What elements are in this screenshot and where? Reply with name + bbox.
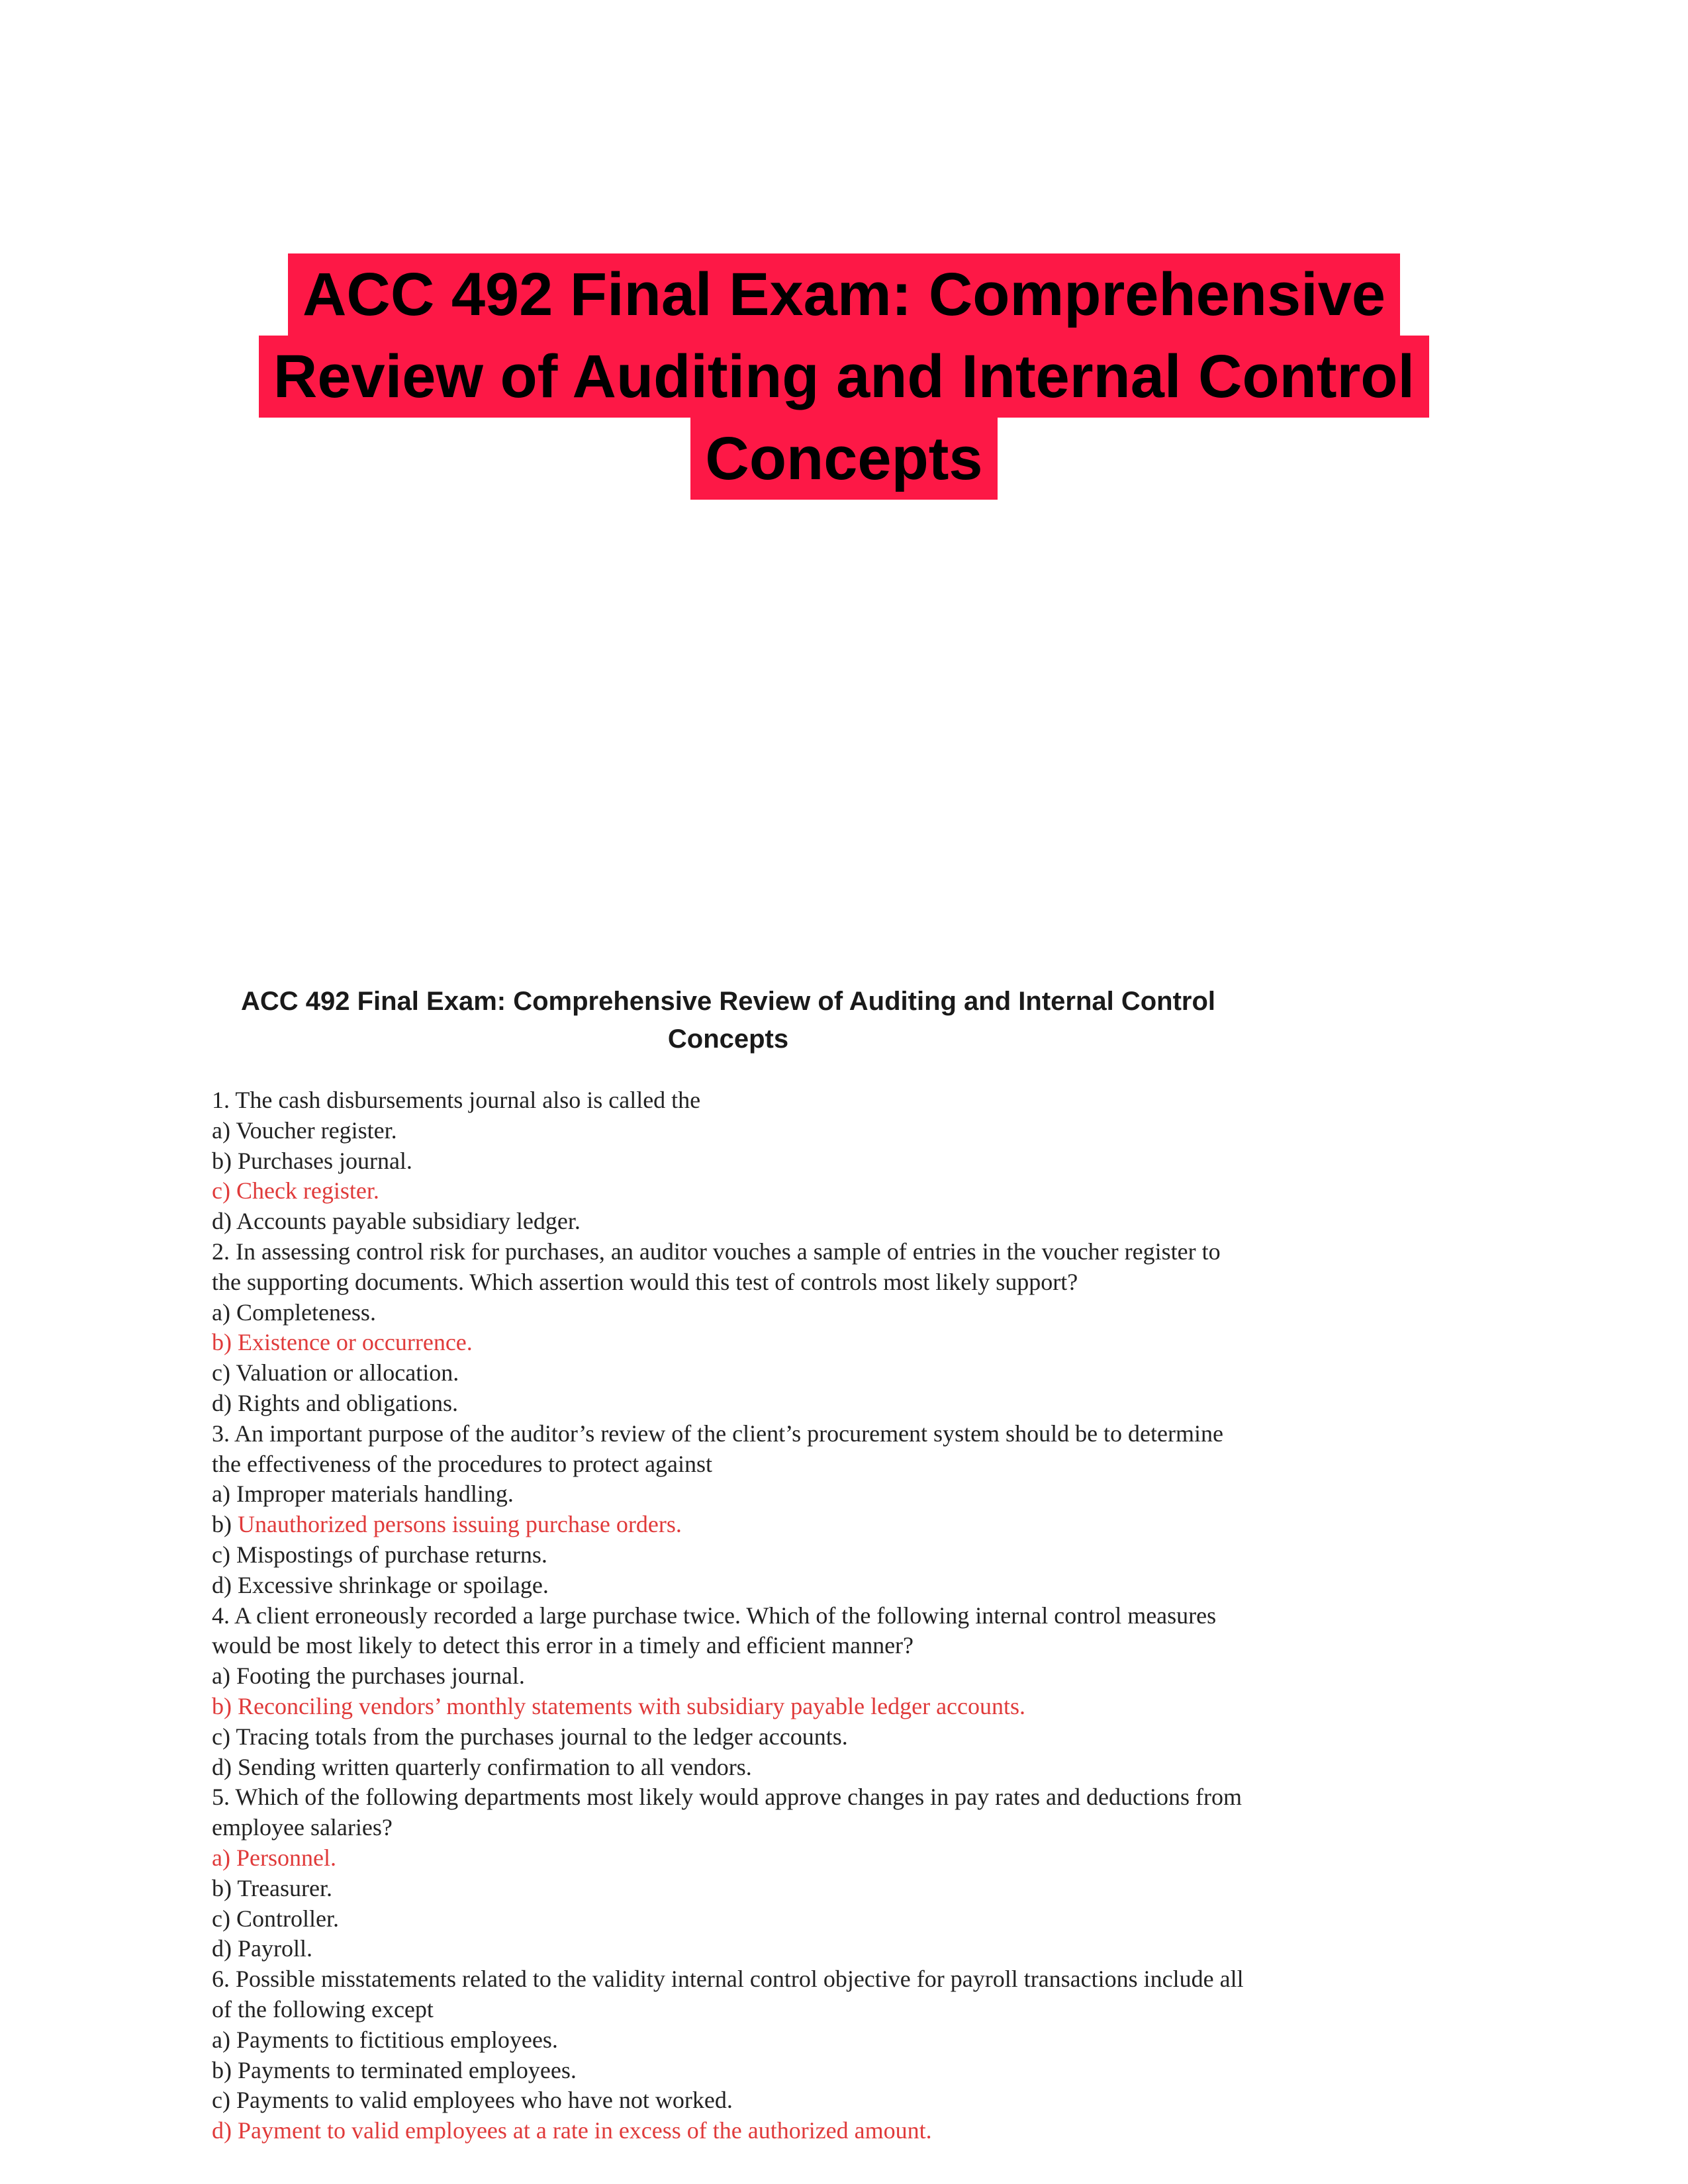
- answer-option-text: b) Purchases journal.: [212, 1147, 412, 1174]
- answer-option-text: Unauthorized persons issuing purchase orders.: [238, 1511, 682, 1538]
- answer-option-correct: [212, 1510, 1337, 1540]
- answer-option: [212, 1206, 1337, 1237]
- answer-option-text: a) Personnel.: [212, 1844, 336, 1871]
- answer-option: [212, 1722, 1337, 1752]
- answer-option: [212, 1116, 1337, 1146]
- answer-option: [212, 2056, 1337, 2086]
- answer-option-text: a) Voucher register.: [212, 1116, 397, 1144]
- question-text: 4. A client erroneously recorded a large purchase twice. Which of the following internal control measures would be most likely to detect this error in a timely and efficient manner?: [212, 1602, 1223, 1659]
- answer-option-text: b) Payments to terminated employees.: [212, 2056, 577, 2083]
- answer-option-text: c) Mispostings of purchase returns.: [212, 1541, 547, 1568]
- question-text: 2. In assessing control risk for purchases, an auditor vouches a sample of entries in the voucher register to the supporting documents. Which assertion would this test of controls most likely support?: [212, 1238, 1227, 1295]
- answer-option: [212, 1874, 1337, 1904]
- document-title-line: Concepts: [667, 1024, 789, 1054]
- answer-option-text: c) Check register.: [212, 1177, 379, 1205]
- answer-option-text: a) Improper materials handling.: [212, 1480, 514, 1508]
- answer-option: [212, 1540, 1337, 1570]
- answer-option-correct: [212, 1176, 1337, 1206]
- document-title-line: ACC 492 Final Exam: Comprehensive Review of Auditing and Internal Control: [240, 987, 1216, 1016]
- answer-option: [212, 1358, 1337, 1388]
- question-text: 1. The cash disbursements journal also is called the: [212, 1087, 701, 1113]
- banner-title-line: ACC 492 Final Exam: Comprehensive: [199, 253, 1489, 336]
- answer-option: [212, 1934, 1337, 1964]
- answer-option-text: c) Controller.: [212, 1905, 339, 1932]
- answer-option-text: d) Rights and obligations.: [212, 1389, 458, 1416]
- banner-title-line: Review of Auditing and Internal Control: [199, 336, 1489, 418]
- answer-option-correct: [212, 1843, 1337, 1874]
- answer-option-text: c) Payments to valid employees who have not worked.: [212, 2087, 733, 2114]
- answer-option-text: a) Footing the purchases journal.: [212, 1662, 525, 1690]
- answer-option: [212, 1570, 1337, 1601]
- answer-option: [212, 1479, 1337, 1510]
- answer-option-prefix: b): [212, 1511, 238, 1538]
- answer-option-text: a) Payments to fictitious employees.: [212, 2026, 558, 2053]
- answer-option-text: d) Payroll.: [212, 1935, 312, 1962]
- answer-option-text: d) Accounts payable subsidiary ledger.: [212, 1208, 581, 1235]
- answer-option: [212, 1904, 1337, 1934]
- answer-option-text: d) Sending written quarterly confirmation to all vendors.: [212, 1753, 752, 1780]
- answer-option-correct: [212, 1328, 1337, 1358]
- answer-option: [212, 2025, 1337, 2056]
- question-list: [212, 1085, 1337, 2146]
- answer-option: [212, 1146, 1337, 1177]
- answer-option-text: c) Valuation or allocation.: [212, 1359, 459, 1387]
- answer-option-text: b) Existence or occurrence.: [212, 1329, 473, 1356]
- answer-option: [212, 2085, 1337, 2116]
- answer-option-text: b) Reconciling vendors’ monthly statements with subsidiary payable ledger accounts.: [212, 1692, 1026, 1719]
- answer-option-text: c) Tracing totals from the purchases journal to the ledger accounts.: [212, 1723, 848, 1750]
- banner-title-line: Concepts: [199, 418, 1489, 500]
- answer-option-correct: [212, 1692, 1337, 1722]
- answer-option: [212, 1752, 1337, 1783]
- scanned-exam-page: [199, 973, 1456, 2184]
- answer-option: [212, 1661, 1337, 1692]
- question-text: 6. Possible misstatements related to the validity internal control objective for payroll transactions include all of the following except: [212, 1966, 1250, 2023]
- answer-option: [212, 1298, 1337, 1328]
- document-title: [199, 983, 1258, 1058]
- answer-option-correct: [212, 2116, 1337, 2146]
- banner-title: [199, 253, 1489, 500]
- question-text: 3. An important purpose of the auditor’s review of the client’s procurement system should be to determine the effectiveness of the procedures to protect against: [212, 1420, 1229, 1477]
- answer-option: [212, 1388, 1337, 1419]
- answer-option-text: a) Completeness.: [212, 1298, 376, 1326]
- answer-option-text: d) Payment to valid employees at a rate in excess of the authorized amount.: [212, 2117, 932, 2144]
- answer-option-text: d) Excessive shrinkage or spoilage.: [212, 1571, 549, 1598]
- question-text: 5. Which of the following departments most likely would approve changes in pay rates and deductions from employee salaries?: [212, 1784, 1248, 1841]
- answer-option-text: b) Treasurer.: [212, 1874, 332, 1901]
